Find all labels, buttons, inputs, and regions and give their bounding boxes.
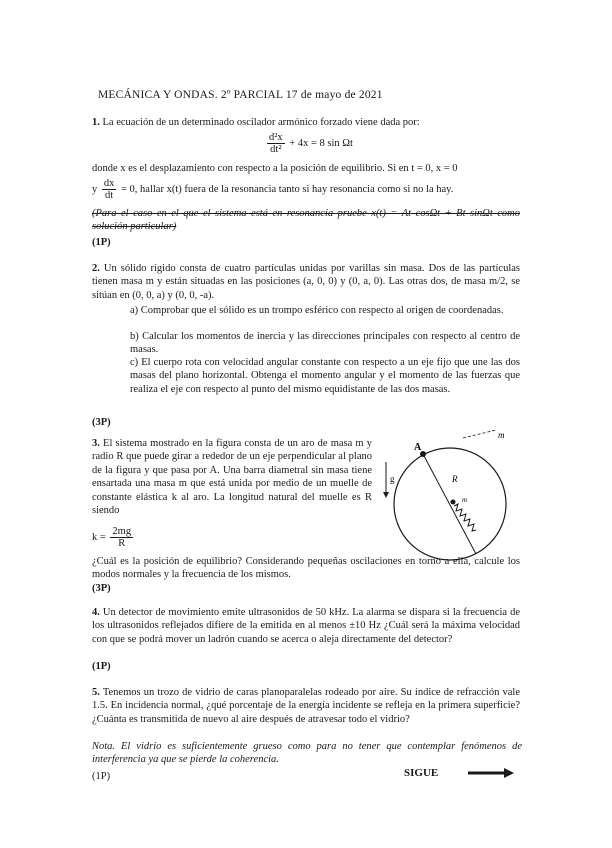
q5-points: (1P)	[92, 771, 111, 782]
q1-line3	[92, 178, 520, 201]
q4-text: Un detector de movimiento emite ultrasonidos de 50 kHz. La alarma se dispara si la frecuencia de los ultrasonidos reflejados difiere de la emitida en al menos ±10 Hz ¿Cuál será la máxima velocidad con que se podrá mover un ladrón cuando se acerca o aleja directamente del detector?	[92, 607, 520, 645]
page-title: MECÁNICA Y ONDAS. 2º PARCIAL 17 de mayo de 2021	[98, 89, 383, 101]
q1-line3-post: = 0, hallar x(t) fuera de la resonancia tanto si hay resonancia como si no la hay.	[121, 183, 454, 195]
q4-points: (1P)	[92, 661, 111, 672]
q5-text: Tenemos un trozo de vidrio de caras planoparalelas rodeado por aire. Su índice de refracción vale 1.5. En incidencia normal, ¿qué porcentaje de la energía incidente se refleja en la primera superficie? ¿Cuánta es transmitida de nuevo al aire después de atravesar todo el vidrio?	[92, 687, 520, 725]
q1-text: La ecuación de un determinado oscilador armónico forzado viene dada por:	[102, 117, 420, 128]
label-m-hoop: m	[498, 430, 505, 440]
q1-struck-hint: (Para el caso en el que el sistema está en resonancia pruebe x(t) = At cosΩt + Bt sinΩt como solución particular)	[92, 208, 520, 233]
q1-equation	[265, 132, 353, 155]
label-a: A	[414, 442, 422, 453]
spring-icon	[454, 504, 476, 531]
q4-number: 4.	[92, 607, 100, 618]
q1-intro	[92, 116, 520, 129]
q3-k-den: R	[118, 538, 126, 550]
q3-points: (3P)	[92, 583, 111, 594]
q2-number: 2.	[92, 263, 100, 274]
diametral-bar	[423, 454, 476, 554]
label-m-mass: m	[462, 496, 468, 504]
q2-points: (3P)	[92, 417, 111, 428]
q4-text-block	[92, 606, 520, 646]
q5-note: Nota. El vidrio es suficientemente grueso como para no tener que contemplar fenómenos de interferencia ya que se pierde la coherencia.	[92, 741, 522, 766]
q3-intro	[92, 437, 372, 518]
label-r: R	[452, 474, 458, 484]
q1-number: 1.	[92, 117, 100, 128]
q2-text: Un sólido rígido consta de cuatro partículas unidas por varillas sin masa. Dos de las partículas tienen masa m y están situadas en las posiciones (a, 0, 0) y (0, a, 0). Las otras dos, de masa m/2, se sitúan en (0, 0, a) y (0, 0, -a).	[92, 263, 520, 301]
sliding-mass	[451, 500, 456, 505]
q1-line3-pre: y	[92, 183, 98, 195]
gravity-arrowhead	[383, 492, 389, 498]
q2-part-b: b) Calcular los momentos de inercia y las direcciones principales con respecto al centro de masas.	[130, 331, 520, 356]
q3-number: 3.	[92, 438, 100, 449]
label-g: g	[390, 474, 395, 484]
next-page-label: SIGUE	[404, 767, 439, 779]
q3-text: El sistema mostrado en la figura consta de un aro de masa m y radio R que puede girar a rededor de un eje perpendicular al plano de la figura y que pasa por A. Una barra diametral sin masa tiene ensartada una masa m que está unida por medio de un muelle de constante elástica k al aro. La longitud natural del muelle es R siendo	[92, 438, 372, 517]
q3-k-num: 2mg	[112, 526, 132, 537]
hoop-mass-pointer	[463, 430, 496, 438]
q3-question: ¿Cuál es la posición de equilibrio? Considerando pequeñas oscilaciones en torno a ella, calcule los modos normales y la frecuencia de los mismos.	[92, 556, 520, 581]
q1-line3-den: dt	[105, 190, 114, 202]
q3-k-lhs: k =	[92, 531, 106, 543]
q5-text-block	[92, 686, 520, 726]
q3-hoop-figure	[378, 426, 528, 572]
q2-part-a: a) Comprobar que el sólido es un trompo esférico con respecto al origen de coordenadas.	[130, 305, 504, 316]
arrow-right-icon	[466, 766, 516, 780]
q1-eq-rest: + 4x = 8 sin Ωt	[289, 137, 353, 149]
q1-eq-numerator: d²x	[269, 132, 283, 143]
q1-line2: donde x es el desplazamiento con respecto a la posición de equilibrio. Si en t = 0, x = 0	[92, 163, 458, 174]
q3-k-expression	[92, 526, 135, 549]
q2-part-c: c) El cuerpo rota con velocidad angular constante con respecto a un eje fijo que une las dos masas del plano horizontal. Obtenga el momento angular y el momento de las fuerzas que realiza el eje con respecto al punto del mismo equidistante de las dos masas.	[130, 357, 520, 395]
q1-points: (1P)	[92, 237, 111, 248]
q1-line3-num: dx	[103, 178, 115, 189]
q1-eq-denominator: dt²	[270, 144, 282, 156]
q2-intro	[92, 262, 520, 302]
q5-number: 5.	[92, 687, 100, 698]
